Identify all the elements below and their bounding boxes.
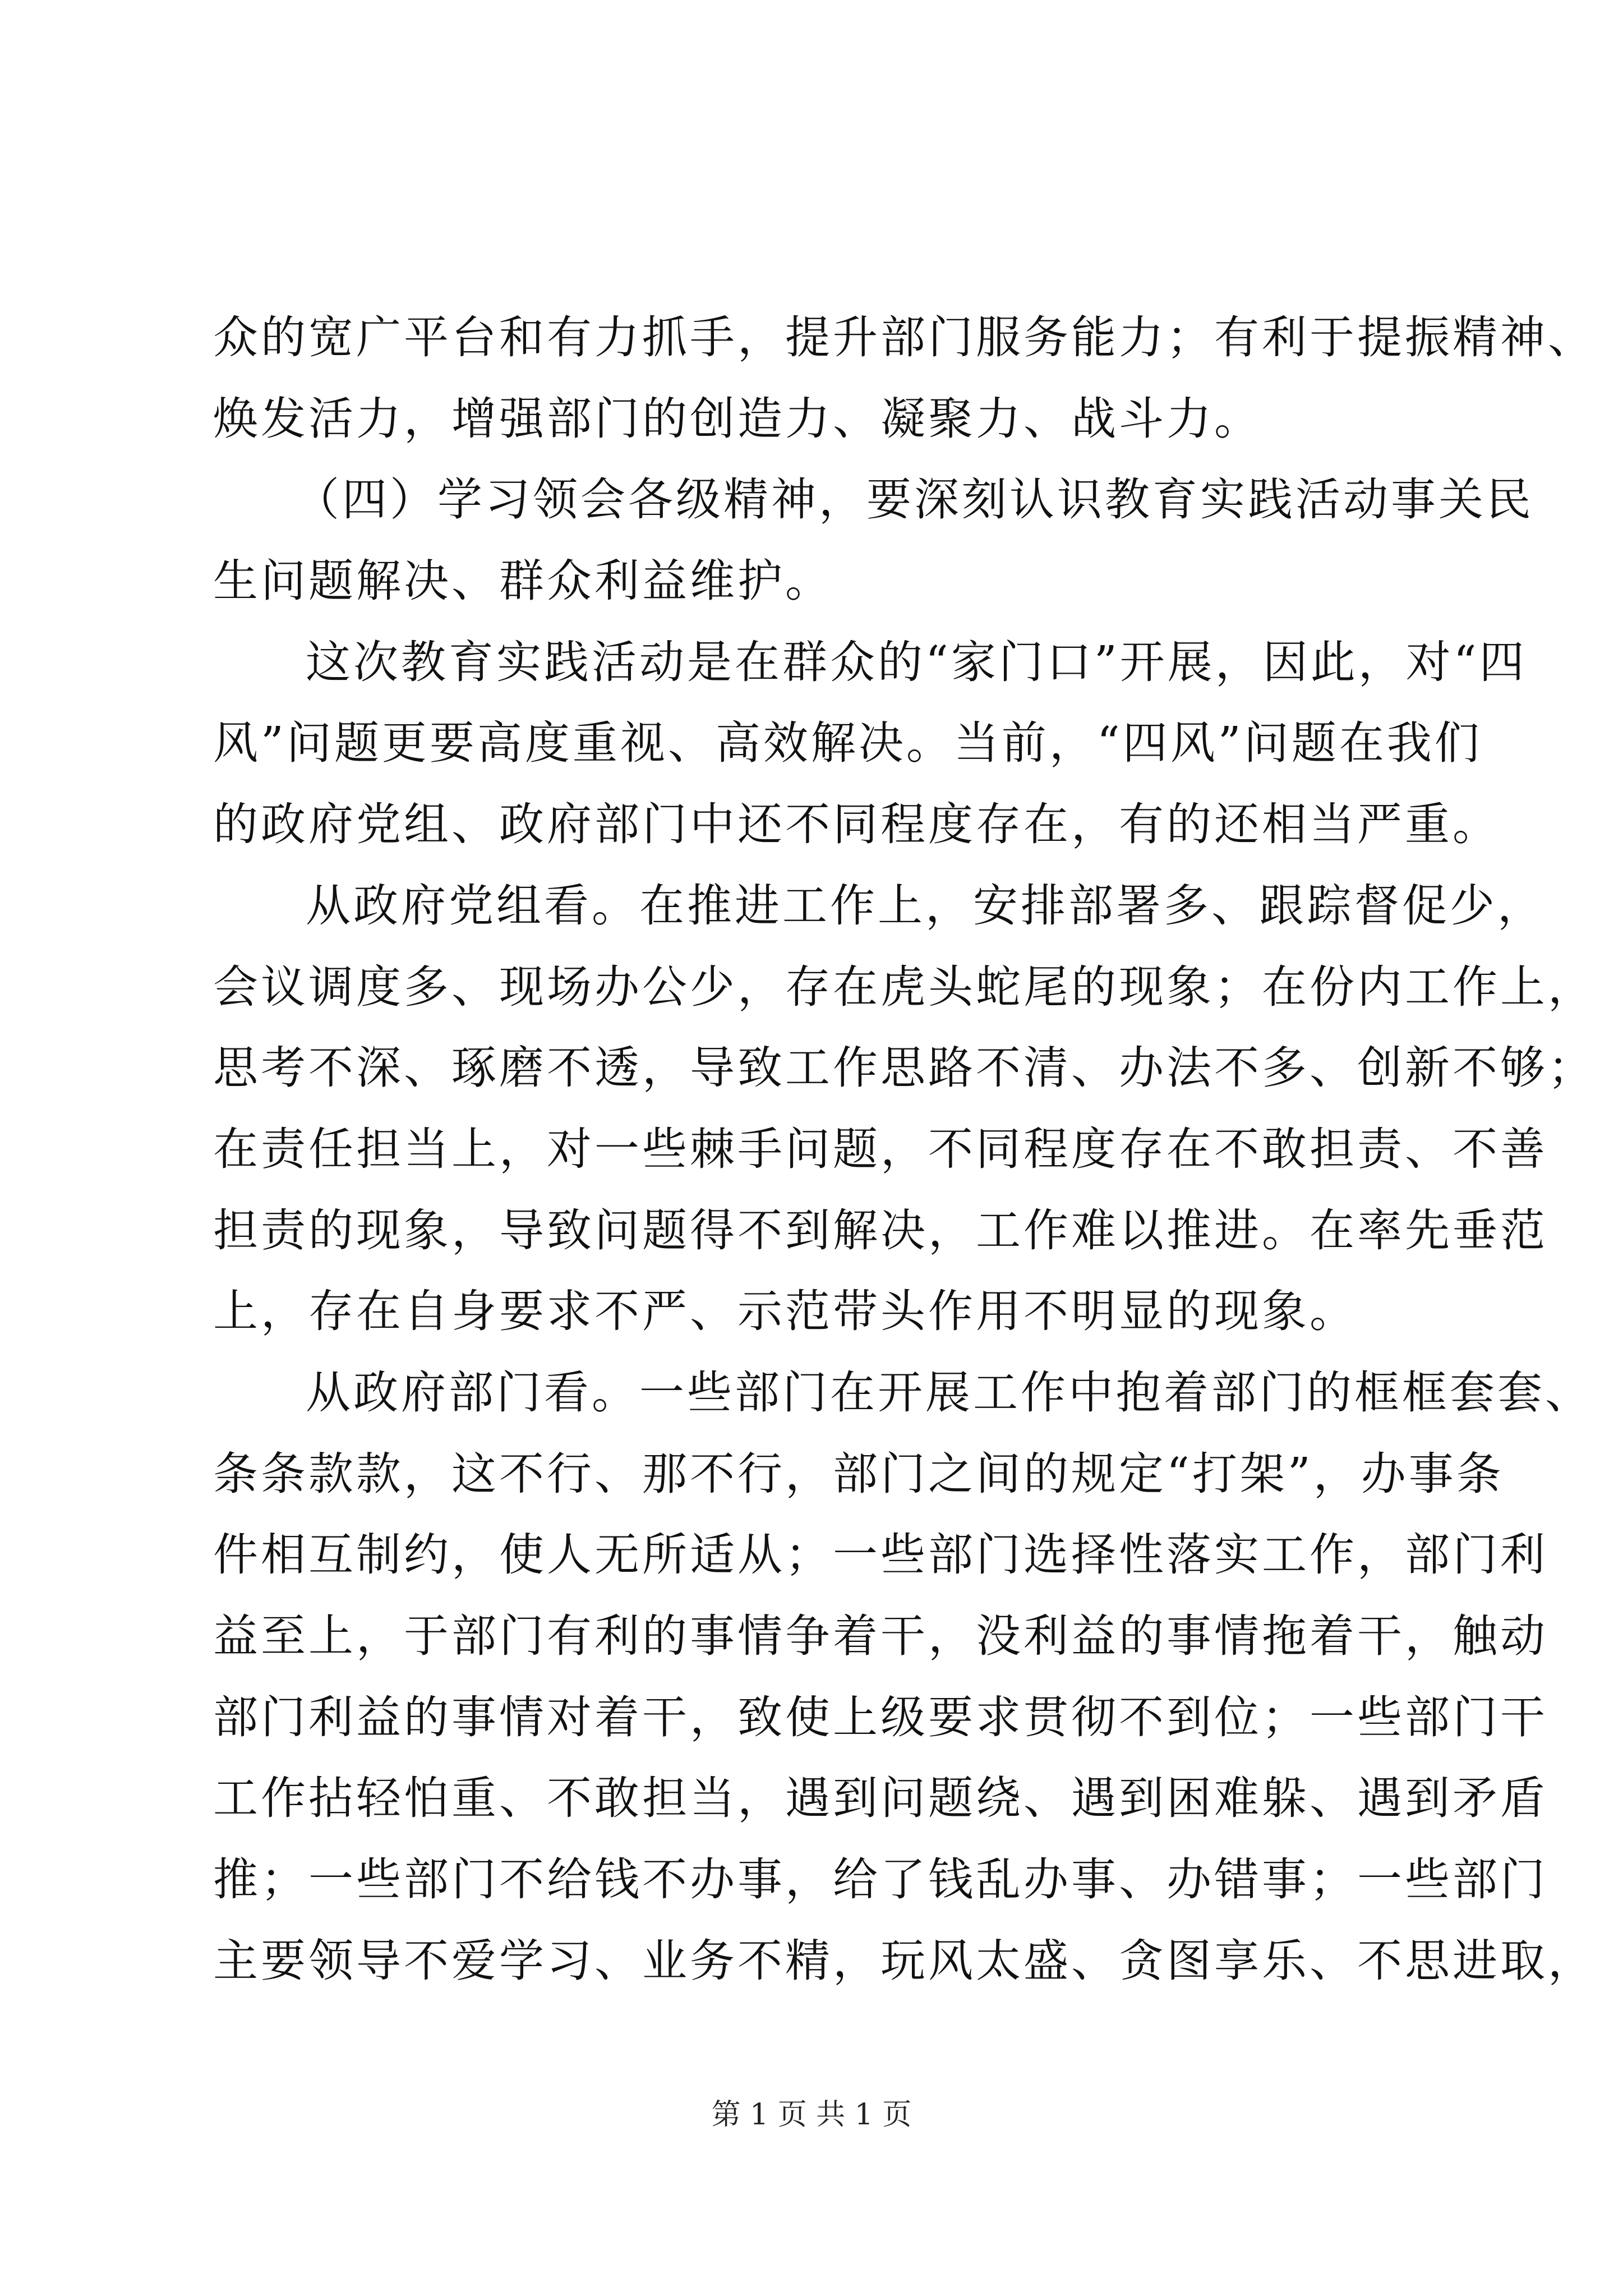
text-line: 思考不深、琢磨不透，导致工作思路不清、办法不多、创新不够； [213, 1042, 1596, 1094]
text-line: 焕发活力，增强部门的创造力、凝聚力、战斗力。 [213, 392, 1262, 445]
text-line: 会议调度多、现场办公少，存在虎头蛇尾的现象；在份内工作上， [213, 960, 1596, 1013]
text-line: （四）学习领会各级精神，要深刻认识教育实践活动事关民 [294, 473, 1534, 526]
text-line: 条条款款，这不行、那不行，部门之间的规定“打架”，办事条 [213, 1447, 1504, 1500]
text-line: 主要领导不爱学习、业务不精，玩风太盛、贪图享乐、不思进取， [213, 1934, 1596, 1987]
text-line: 推；一些部门不给钱不办事，给了钱乱办事、办错事；一些部门 [213, 1853, 1548, 1906]
text-line: 风”问题更要高度重视、高效解决。当前，“四风”问题在我们 [213, 717, 1482, 770]
body-text [213, 297, 1596, 2001]
text-line: 工作拈轻怕重、不敢担当，遇到问题绕、遇到困难躲、遇到矛盾 [213, 1772, 1548, 1825]
text-line: 从政府部门看。一些部门在开展工作中抱着部门的框框套套、 [306, 1366, 1593, 1419]
text-line: 的政府党组、政府部门中还不同程度存在，有的还相当严重。 [213, 798, 1500, 851]
text-line: 益至上，于部门有利的事情争着干，没利益的事情拖着干，触动 [213, 1610, 1548, 1662]
text-line: 件相互制约，使人无所适从；一些部门选择性落实工作，部门利 [213, 1529, 1548, 1581]
text-line: 担责的现象，导致问题得不到解决，工作难以推进。在率先垂范 [213, 1204, 1548, 1257]
text-line: 在责任担当上，对一些棘手问题，不同程度存在不敢担责、不善 [213, 1122, 1548, 1175]
text-line: 这次教育实践活动是在群众的“家门口”开展，因此，对“四 [306, 636, 1527, 688]
text-line: 生问题解决、群众利益维护。 [213, 555, 833, 608]
text-line: 从政府党组看。在推进工作上，安排部署多、跟踪督促少， [306, 879, 1545, 932]
text-line: 众的宽广平台和有力抓手，提升部门服务能力；有利于提振精神、 [213, 311, 1596, 364]
text-line: 上，存在自身要求不严、示范带头作用不明显的现象。 [213, 1285, 1357, 1338]
text-line: 部门利益的事情对着干，致使上级要求贯彻不到位；一些部门干 [213, 1691, 1548, 1743]
page-footer: 第 1 页 共 1 页 [711, 2098, 912, 2132]
